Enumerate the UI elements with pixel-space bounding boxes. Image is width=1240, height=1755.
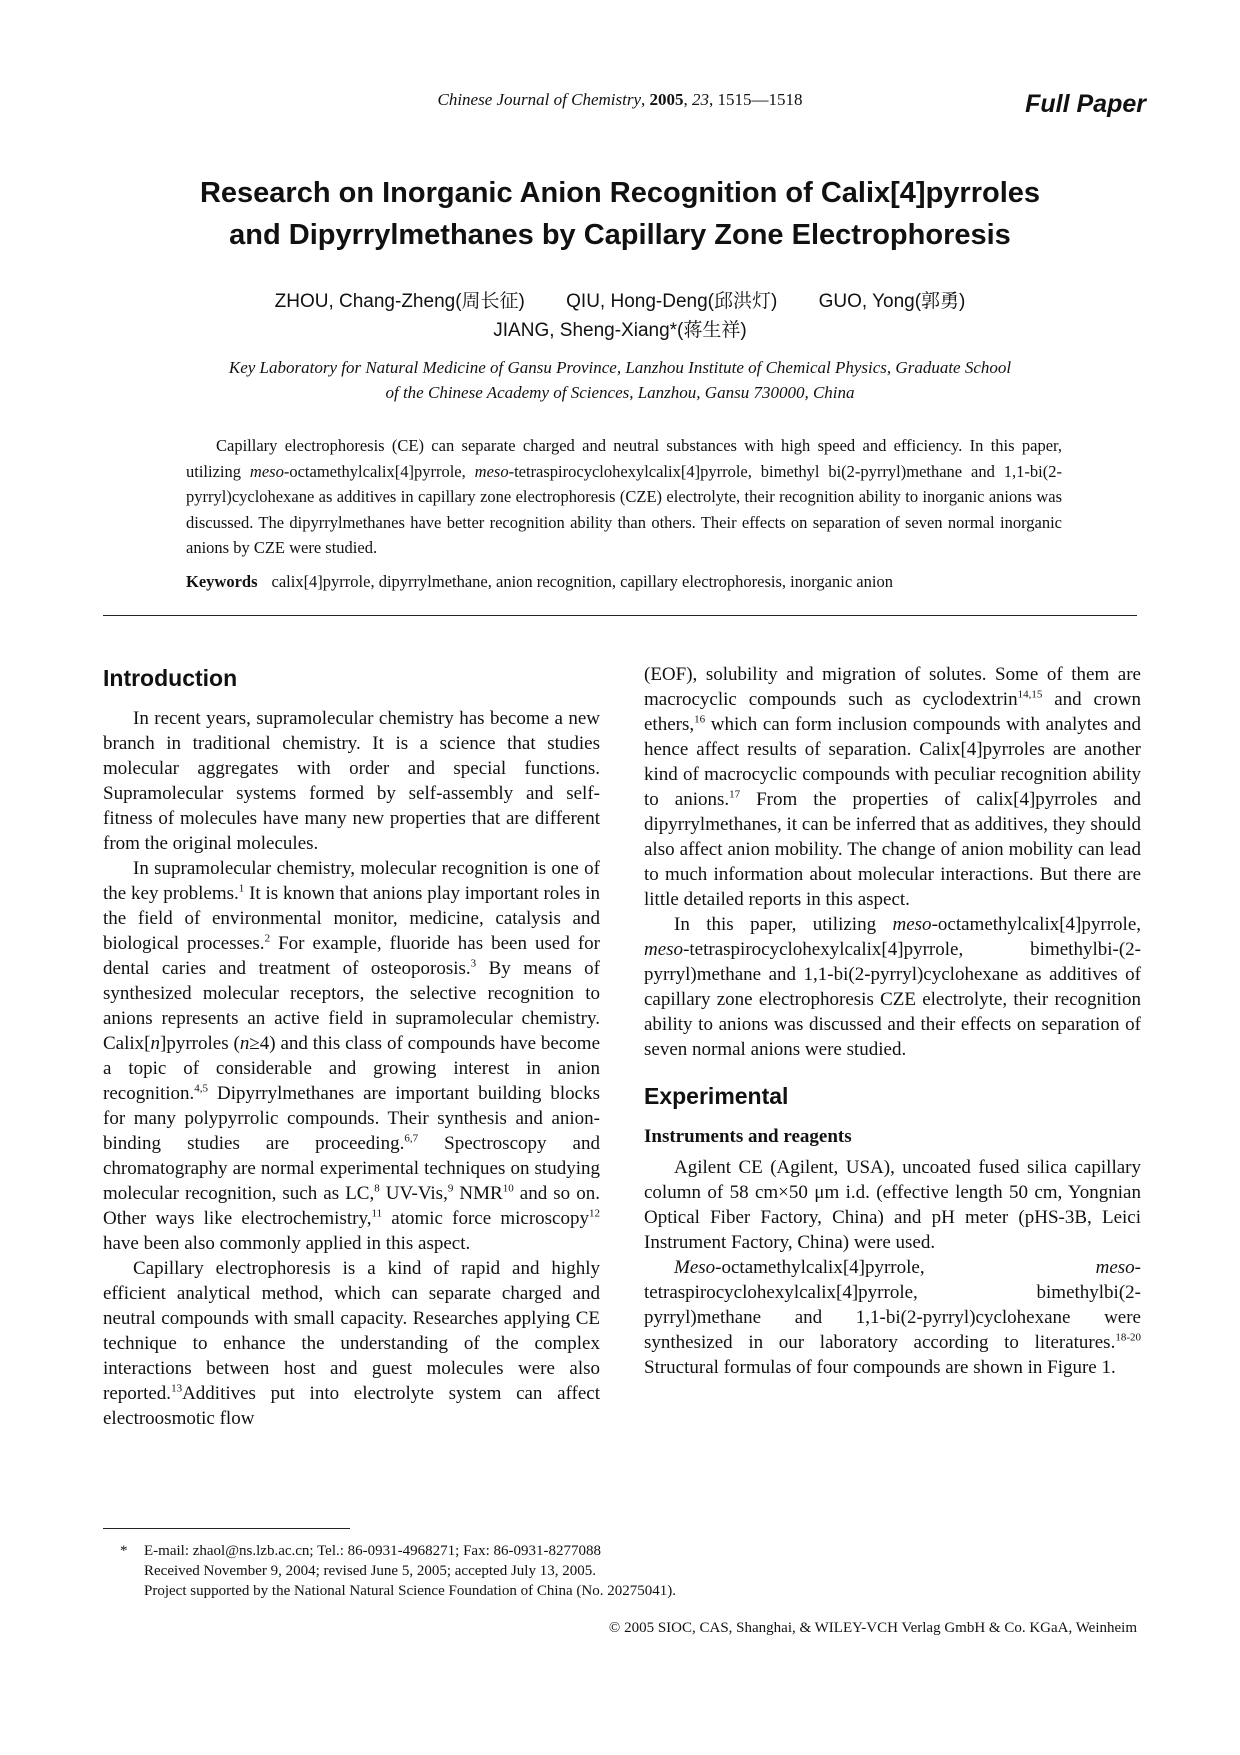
affiliation-line-2: of the Chinese Academy of Sciences, Lanzhou, Gansu 730000, China [385, 383, 855, 402]
right-column [644, 662, 1141, 1380]
author: GUO, Yong(郭勇) [818, 291, 966, 312]
intro-paragraph-4: In this paper, utilizing meso-octamethylcalix[4]pyrrole, meso-tetraspirocyclohexylcalix[4]pyrrole, bimethylbi-(2-pyrryl)methane and 1,1-bi(2-pyrryl)cyclohexane as additives of capillary zone electrophoresis CZE electrolyte, their recognition ability to anions was discussed and their effects on separation of seven normal anions were studied. [644, 914, 1141, 1060]
paper-title [140, 172, 1100, 256]
author: ZHOU, Chang-Zheng(周长征) [274, 291, 525, 312]
footnotes [120, 1541, 1020, 1601]
intro-paragraph-2: In supramolecular chemistry, molecular recognition is one of the key problems.$^1$ It is known that anions play important roles in the field of environmental monitor, medicine, catalysis and biological processes.$^2$ For example, fluoride has been used for dental caries and treatment of osteoporosis.$^3$ By means of synthesized molecular receptors, the selective recognition to anions represents an active field in supramolecular chemistry. Calix[n]pyrroles (n≥4) and this class of compounds have become a topic of considerable and growing interest in anion recognition.$^{4,5}$ Dipyrrylmethanes are important building blocks for many polypyrrolic compounds. Their synthesis and anion-binding studies are proceeding.$^{6,7}$ Spectroscopy and chromatography are normal experimental techniques on studying molecular recognition, such as LC,$^8$ UV-Vis,$^9$ NMR$^{10}$ and so on. Other ways like electrochemistry,$^{11}$ atomic force microscopy$^{12}$ have been also commonly applied in this aspect. [103, 858, 600, 1254]
title-line-2: and Dipyrrylmethanes by Capillary Zone Electrophoresis [229, 219, 1011, 251]
footnote-dates: Received November 9, 2004; revised June 5, 2005; accepted July 13, 2005. [144, 1563, 596, 1579]
author-list [140, 287, 1100, 345]
footnote-funding: Project supported by the National Natural Science Foundation of China (No. 20275041). [144, 1583, 676, 1599]
affiliation [180, 355, 1060, 405]
affiliation-line-1: Key Laboratory for Natural Medicine of Gansu Province, Lanzhou Institute of Chemical Physics, Graduate School [228, 358, 1012, 377]
journal-pages: 1515—1518 [717, 90, 803, 109]
intro-heading: Introduction [103, 665, 238, 691]
intro-continued: (EOF), solubility and migration of solutes. Some of them are macrocyclic compounds such as cyclodextrin$^{14,15}$ and crown ethers,$^{16}$ which can form inclusion compounds with analytes and hence affect results of separation. Calix[4]pyrroles are another kind of macrocyclic compounds with peculiar recognition ability to anions.$^{17}$ From the properties of calix[4]pyrroles and dipyrrylmethanes, it can be inferred that as additives, they should also affect anion mobility. The change of anion mobility can lead to much information about molecular interactions. But there are little detailed reports in this aspect. [644, 664, 1141, 910]
experimental-heading: Experimental [644, 1083, 789, 1109]
footnote-contact: * E-mail: zhaol@ns.lzb.ac.cn; Tel.: 86-0931-4968271; Fax: 86-0931-8277088 [120, 1543, 601, 1559]
header-divider [103, 615, 1137, 616]
experimental-paragraph-2: Meso-octamethylcalix[4]pyrrole, meso-tetraspirocyclohexylcalix[4]pyrrole, bimethylbi(2-pyrryl)methane and 1,1-bi(2-pyrryl)cyclohexane were synthesized in our laboratory according to literatures.$^{18-20}$ Structural formulas of four compounds are shown in Figure 1. [644, 1257, 1141, 1378]
journal-year: 2005 [649, 90, 684, 109]
keywords-text: calix[4]pyrrole, dipyrrylmethane, anion recognition, capillary electrophoresis, inorganic anion [271, 572, 893, 591]
abstract: Capillary electrophoresis (CE) can separate charged and neutral substances with high speed and efficiency. In this paper, utilizing meso-octamethylcalix[4]pyrrole, meso-tetraspirocyclohexylcalix[4]pyrrole, bimethyl bi(2-pyrryl)methane and 1,1-bi(2-pyrryl)cyclohexane as additives in capillary zone electrophoresis (CZE) electrolyte, their recognition ability to inorganic anions was discussed. The dipyrrylmethanes have better recognition ability than others. Their effects on separation of seven normal inorganic anions by CZE were studied. [186, 436, 1062, 557]
footnote-divider [103, 1528, 350, 1529]
article-type: Full Paper [1025, 90, 1146, 118]
author: JIANG, Sheng-Xiang*(蒋生祥) [493, 320, 747, 341]
left-column [103, 662, 600, 1431]
title-line-1: Research on Inorganic Anion Recognition of Calix[4]pyrroles [199, 177, 1041, 209]
intro-paragraph-1: In recent years, supramolecular chemistry has become a new branch in traditional chemistry. It is a science that studies molecular aggregates with order and special functions. Supramolecular systems formed by self-assembly and self-fitness of molecules have many new properties that are different from the original molecules. [103, 708, 600, 854]
instruments-subheading: Instruments and reagents [644, 1126, 852, 1147]
copyright: © 2005 SIOC, CAS, Shanghai, & WILEY-VCH Verlag GmbH & Co. KGaA, Weinheim [608, 1620, 1137, 1636]
journal-citation: Chinese Journal of Chemistry, 2005, 23, 1515—1518 [437, 90, 803, 109]
journal-name: Chinese Journal of Chemistry [437, 90, 641, 109]
author: QIU, Hong-Deng(邱洪灯) [566, 291, 778, 312]
journal-volume: 23 [692, 90, 709, 109]
keywords [186, 572, 1062, 592]
keywords-label: Keywords [186, 572, 258, 591]
experimental-paragraph-1: Agilent CE (Agilent, USA), uncoated fused silica capillary column of 58 cm×50 μm i.d. (effective length 50 cm, Yongnian Optical Fiber Factory, China) and pH meter (pHS-3B, Leici Instrument Factory, China) were used. [644, 1157, 1141, 1253]
intro-paragraph-3: Capillary electrophoresis is a kind of rapid and highly efficient analytical method, which can separate charged and neutral compounds with small capacity. Researches applying CE technique to enhance the understanding of the complex interactions between host and guest molecules were also reported.$^{13}$Additives put into electrolyte system can affect electroosmotic flow [103, 1258, 600, 1429]
